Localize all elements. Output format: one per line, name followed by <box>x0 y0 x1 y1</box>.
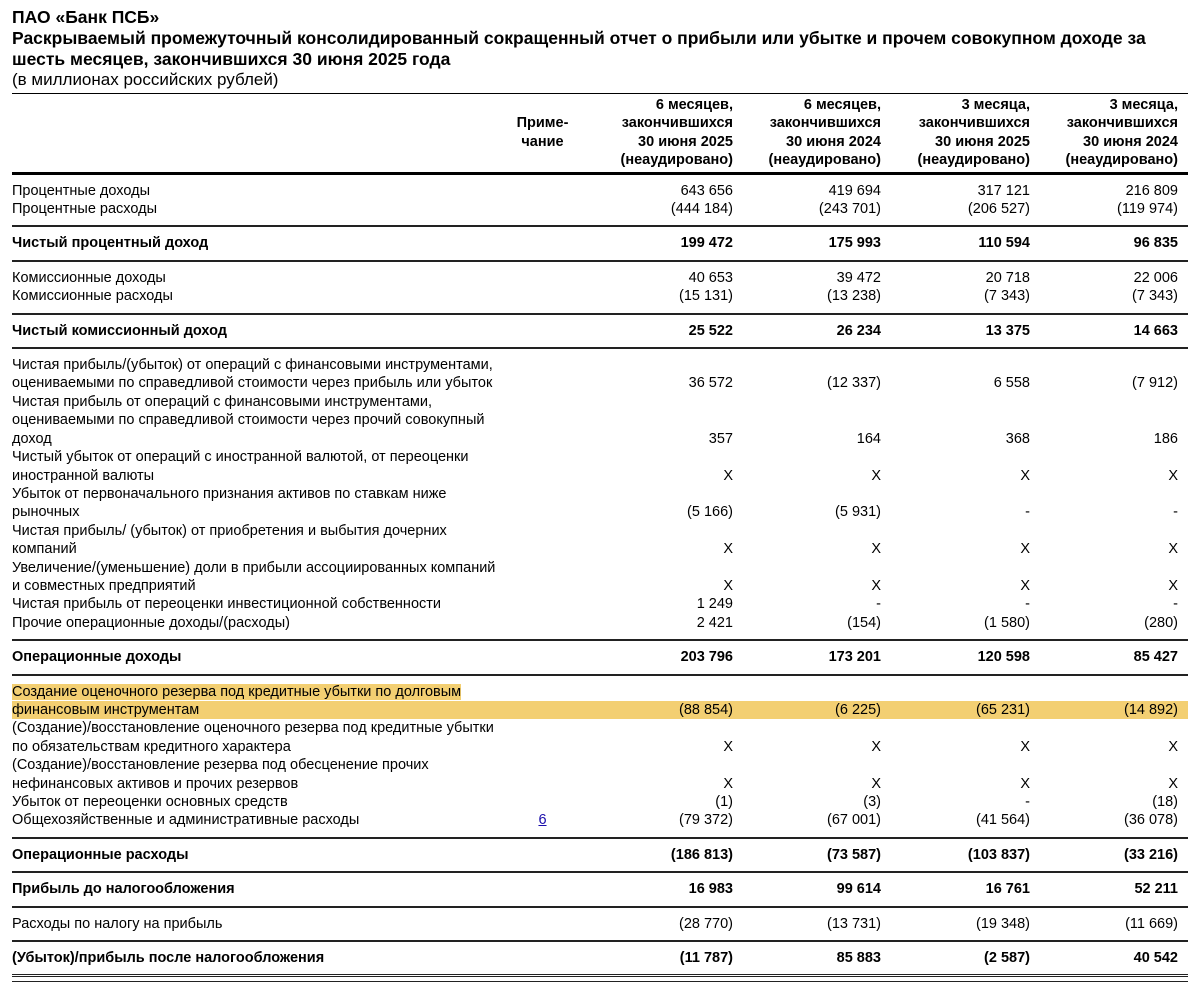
value-cell: 16 983 <box>688 881 733 898</box>
table-row-total <box>12 234 1178 252</box>
row-label: Чистая прибыль/ (убыток) от приобретения и выбытия дочерних компаний <box>12 522 447 558</box>
value-cell: 1 249 <box>696 596 733 613</box>
value-cell: - <box>1173 504 1178 521</box>
table-row <box>12 393 1178 448</box>
value-cell: 14 663 <box>1133 322 1178 339</box>
value-cell: - <box>1025 596 1030 613</box>
value-cell: (2 587) <box>984 950 1030 967</box>
value-cell: (13 731) <box>826 915 881 932</box>
value-cell: 203 796 <box>680 649 733 666</box>
value-cell: (18) <box>1152 794 1178 810</box>
value-cell: (7 912) <box>1132 375 1178 392</box>
table-section <box>12 906 1188 940</box>
row-label: (Создание)/восстановление резерва под обесценение прочих нефинансовых активов и прочих резервов <box>12 757 429 792</box>
value-cell: X <box>1020 775 1030 792</box>
company-name: ПАО «Банк ПСБ» <box>12 7 160 27</box>
value-cell: (33 216) <box>1123 846 1178 863</box>
row-label-cell <box>12 200 500 218</box>
row-label: Расходы по налогу на прибыль <box>12 915 223 932</box>
table-row <box>12 614 1178 632</box>
table-row-total <box>12 846 1178 864</box>
row-label-cell <box>12 269 500 287</box>
value-cell: 36 572 <box>688 375 733 392</box>
note-cell <box>500 811 585 829</box>
row-label: Процентные расходы <box>12 201 158 218</box>
table-row <box>12 559 1178 596</box>
value-cell: X <box>1020 577 1030 594</box>
table-row <box>12 356 1178 393</box>
value-cell: (67 001) <box>826 812 881 829</box>
value-cell: X <box>1168 541 1178 558</box>
row-label-cell <box>12 559 500 596</box>
note-link[interactable]: 6 <box>538 812 547 829</box>
row-label: (Создание)/восстановление оценочного резерва под кредитные убытки по обязательствам кредитного характера <box>12 720 494 755</box>
value-cell: 164 <box>856 430 881 447</box>
value-cell: 419 694 <box>828 182 881 199</box>
row-label-cell <box>12 915 500 933</box>
row-label: Общехозяйственные и административные расходы <box>12 812 360 829</box>
row-label-cell <box>12 448 500 485</box>
row-label: Чистый убыток от операций с иностранной валютой, от переоценки иностранной валюты <box>12 449 469 484</box>
value-cell: X <box>871 467 881 484</box>
row-label-cell <box>12 356 500 393</box>
value-cell: - <box>1173 596 1178 613</box>
table-row <box>12 756 1178 793</box>
value-cell: (13 238) <box>826 288 881 305</box>
value-cell: 175 993 <box>828 235 881 252</box>
value-cell: (103 837) <box>967 846 1030 863</box>
value-cell: (12 337) <box>826 375 881 392</box>
value-cell: (280) <box>1144 614 1178 631</box>
value-cell: (6 225) <box>835 701 881 718</box>
row-label-cell <box>12 595 500 613</box>
value-cell: (119 974) <box>1117 201 1178 218</box>
header-period-3m-2025: 3 месяца, закончившихся 30 июня 2025 (неаудировано) <box>917 97 1030 169</box>
row-label-cell <box>12 880 500 898</box>
row-label-cell <box>12 182 500 200</box>
value-cell: (1 580) <box>984 614 1030 631</box>
row-label-cell <box>12 811 500 829</box>
value-cell: 357 <box>708 430 733 447</box>
value-cell: X <box>1168 738 1178 755</box>
row-label: Убыток от первоначального признания активов по ставкам ниже рыночных <box>12 485 447 521</box>
value-cell: 25 522 <box>688 322 733 339</box>
row-label: Прибыль до налогообложения <box>12 881 235 898</box>
table-section <box>12 837 1188 871</box>
table-row <box>12 811 1178 829</box>
value-cell: 173 201 <box>828 649 881 666</box>
row-label: Процентные доходы <box>12 182 151 199</box>
value-cell: (243 701) <box>818 201 881 218</box>
value-cell: (444 184) <box>670 201 733 218</box>
header-spacer <box>12 96 500 170</box>
value-cell: X <box>871 541 881 558</box>
table-body <box>12 175 1188 975</box>
table-section <box>12 674 1188 837</box>
report-title-line1: Раскрываемый промежуточный консолидированный сокращенный отчет о прибыли или убытке и прочем совокупном доходе за <box>12 28 1146 48</box>
row-label-cell <box>12 793 500 811</box>
value-cell: X <box>1168 577 1178 594</box>
value-cell: (19 348) <box>975 915 1030 932</box>
value-cell: (7 343) <box>1132 288 1178 305</box>
value-cell: 110 594 <box>978 235 1030 252</box>
table-row-total <box>12 880 1178 898</box>
value-cell: (79 372) <box>678 812 733 829</box>
value-cell: X <box>871 738 881 755</box>
row-label-cell <box>12 614 500 632</box>
value-cell: 6 558 <box>993 375 1030 392</box>
row-label-cell <box>12 756 500 793</box>
value-cell: 216 809 <box>1125 182 1178 199</box>
row-label-cell <box>12 393 500 448</box>
value-cell: (36 078) <box>1123 812 1178 829</box>
table-row <box>12 448 1178 485</box>
value-cell: 40 542 <box>1133 950 1178 967</box>
value-cell: 120 598 <box>977 649 1030 666</box>
value-cell: (154) <box>847 614 881 631</box>
table-row-total <box>12 648 1178 666</box>
value-cell: X <box>1020 467 1030 484</box>
row-label-cell <box>12 522 500 559</box>
row-label: Чистый процентный доход <box>12 235 209 252</box>
row-label: Увеличение/(уменьшение) доли в прибыли ассоциированных компаний и совместных предприятий <box>12 559 496 594</box>
table-row <box>12 200 1178 218</box>
value-cell: 85 883 <box>836 950 881 967</box>
report-header <box>12 7 1192 90</box>
table-row <box>12 182 1178 200</box>
value-cell: X <box>723 467 733 484</box>
row-label: Убыток от переоценки основных средств <box>12 794 288 810</box>
value-cell: (65 231) <box>975 701 1030 718</box>
value-cell: (5 166) <box>687 504 733 521</box>
value-cell: (3) <box>863 794 881 810</box>
row-label: Создание оценочного резерва под кредитные убытки по долговым финансовым инструментам <box>12 683 462 718</box>
row-label-cell <box>12 949 500 967</box>
row-label-cell <box>12 287 500 305</box>
row-label: Чистая прибыль/(убыток) от операций с финансовыми инструментами, оцениваемыми по справедливой стоимости через прибыль или убыток <box>12 357 493 392</box>
table-row-total <box>12 949 1178 967</box>
table-section <box>12 871 1188 905</box>
table-section <box>12 347 1188 639</box>
table-row-highlighted <box>12 683 1188 720</box>
value-cell: (15 131) <box>678 288 733 305</box>
value-cell: X <box>1168 775 1178 792</box>
value-cell: X <box>871 577 881 594</box>
table-row <box>12 287 1178 305</box>
value-cell: 26 234 <box>836 322 881 339</box>
value-cell: 85 427 <box>1133 649 1178 666</box>
value-cell: (7 343) <box>984 288 1030 305</box>
value-cell: - <box>1025 504 1030 521</box>
value-cell: - <box>876 596 881 613</box>
report-title-line2: шесть месяцев, закончившихся 30 июня 2025 года <box>12 49 451 69</box>
row-label-cell <box>12 234 500 252</box>
value-cell: (11 669) <box>1125 915 1178 932</box>
header-period-6m-2025: 6 месяцев, закончившихся 30 июня 2025 (неаудировано) <box>620 97 733 169</box>
row-label-cell <box>12 485 500 522</box>
value-cell: X <box>871 775 881 792</box>
row-label-cell <box>12 846 500 864</box>
income-statement-table <box>12 93 1188 982</box>
value-cell: (14 892) <box>1123 701 1178 718</box>
value-cell: 199 472 <box>680 235 733 252</box>
value-cell: X <box>723 577 733 594</box>
value-cell: 40 653 <box>688 269 733 286</box>
row-label: Чистая прибыль от операций с финансовыми инструментами, оцениваемыми по справедливой стоимости через прочий совокупный доход <box>12 393 485 447</box>
row-label: Комиссионные расходы <box>12 288 173 305</box>
value-cell: (41 564) <box>975 812 1030 829</box>
value-cell: (1) <box>715 794 733 810</box>
value-cell: (28 770) <box>678 915 733 932</box>
value-cell: 96 835 <box>1133 235 1178 252</box>
value-cell: 99 614 <box>836 881 881 898</box>
table-section <box>12 940 1188 974</box>
row-label-cell <box>12 719 500 756</box>
closing-double-line <box>12 974 1188 982</box>
table-row <box>12 595 1178 613</box>
value-cell: 52 211 <box>1134 881 1178 898</box>
value-cell: X <box>1168 467 1178 484</box>
value-cell: (186 813) <box>670 846 733 863</box>
value-cell: - <box>1025 794 1030 810</box>
value-cell: 2 421 <box>696 614 733 631</box>
value-cell: 39 472 <box>836 269 881 286</box>
table-row <box>12 915 1178 933</box>
row-label-cell <box>12 322 500 340</box>
table-section <box>12 639 1188 673</box>
row-label: Операционные расходы <box>12 846 189 863</box>
value-cell: 317 121 <box>977 182 1030 199</box>
row-label: Операционные доходы <box>12 649 182 666</box>
row-label: (Убыток)/прибыль после налогообложения <box>12 950 325 967</box>
value-cell: (88 854) <box>678 701 733 718</box>
value-cell: 22 006 <box>1133 269 1178 286</box>
table-section <box>12 175 1188 226</box>
table-section <box>12 313 1188 347</box>
value-cell: 20 718 <box>985 269 1030 286</box>
value-cell: 186 <box>1153 430 1178 447</box>
table-header <box>12 93 1188 175</box>
header-period-6m-2024: 6 месяцев, закончившихся 30 июня 2024 (неаудировано) <box>768 97 881 169</box>
value-cell: X <box>1020 738 1030 755</box>
value-cell: (206 527) <box>967 201 1030 218</box>
value-cell: X <box>1020 541 1030 558</box>
header-period-3m-2024: 3 месяца, закончившихся 30 июня 2024 (неаудировано) <box>1065 97 1178 169</box>
value-cell: (11 787) <box>679 950 733 967</box>
value-cell: 13 375 <box>985 322 1030 339</box>
table-row <box>12 269 1178 287</box>
value-cell: X <box>723 738 733 755</box>
value-cell: 16 761 <box>985 881 1030 898</box>
table-row <box>12 522 1178 559</box>
units-note: (в миллионах российских рублей) <box>12 70 279 89</box>
row-label-cell <box>12 683 500 720</box>
value-cell: X <box>723 775 733 792</box>
row-label-cell <box>12 648 500 666</box>
value-cell: 368 <box>1005 430 1030 447</box>
table-row <box>12 719 1178 756</box>
header-note: Приме- чание <box>516 115 569 150</box>
table-row <box>12 485 1178 522</box>
table-row <box>12 793 1178 811</box>
row-label: Комиссионные доходы <box>12 269 166 286</box>
value-cell: 643 656 <box>680 182 733 199</box>
row-label: Чистый комиссионный доход <box>12 322 227 339</box>
value-cell: X <box>723 541 733 558</box>
value-cell: (5 931) <box>835 504 881 521</box>
table-section <box>12 260 1188 313</box>
row-label: Прочие операционные доходы/(расходы) <box>12 614 290 631</box>
row-label: Чистая прибыль от переоценки инвестиционной собственности <box>12 596 441 613</box>
table-section <box>12 225 1188 259</box>
table-row-total <box>12 322 1178 340</box>
value-cell: (73 587) <box>826 846 881 863</box>
